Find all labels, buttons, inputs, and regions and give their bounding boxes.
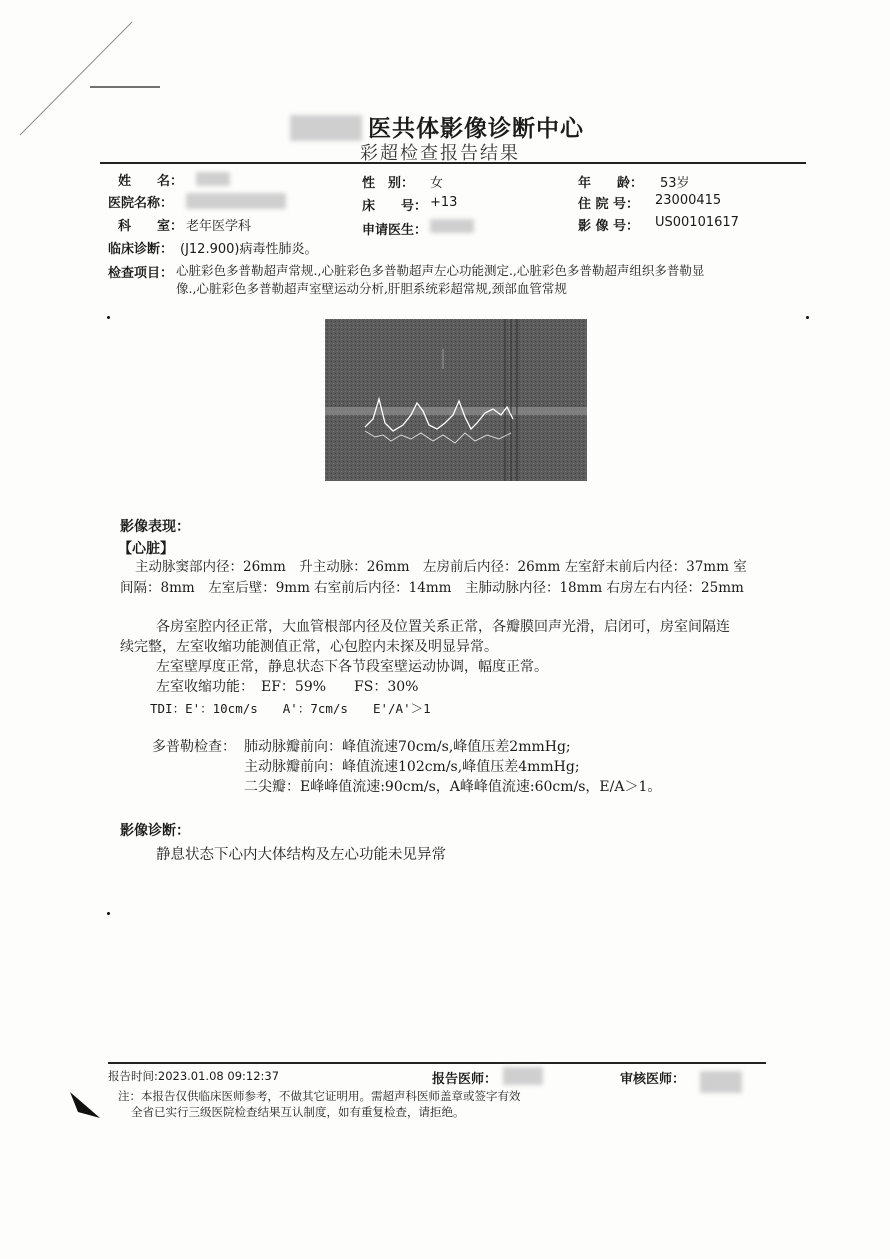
inpatient-label: 住 院 号： — [578, 197, 640, 212]
bed-label: 床 号： — [362, 199, 428, 214]
sex-label: 性 别： — [362, 176, 415, 191]
age-label: 年 龄： — [578, 176, 644, 191]
exam-line-1: 心脏彩色多普勒超声常规.,心脏彩色多普勒超声左心功能测定.,心脏彩色多普勒超声组织多普勒显 — [176, 263, 705, 278]
bed-value: +13 — [430, 195, 458, 210]
doppler-mitral: 二尖瓣：E峰峰值流速:90cm/s，A峰峰值流速:60cm/s，E/A＞1。 — [244, 779, 662, 795]
scan-corner-mark — [70, 1092, 100, 1118]
diagnosis-text: 静息状态下心内大体结构及左心功能未见异常 — [156, 847, 446, 863]
req-doctor-label: 申请医生： — [362, 223, 428, 238]
header-divider — [100, 162, 806, 164]
note-line-1: 注：本报告仅供临床医师参考，不做其它证明用。需超声科医师盖章或签字有效 — [118, 1089, 521, 1103]
redacted-report-doctor — [503, 1067, 543, 1085]
review-doctor-label: 审核医师： — [620, 1072, 686, 1087]
doppler-pulmonary: 肺动脉瓣前向：峰值流速70cm/s,峰值压差2mmHg; — [244, 739, 571, 755]
description-line-2: 续完整，左室收缩功能测值正常，心包腔内未探及明显异常。 — [120, 639, 498, 655]
exam-line-2: 像.,心脏彩色多普勒超声室壁运动分析,肝胆系统彩超常规,颈部血管常规 — [176, 281, 567, 296]
hospital-label: 医院名称： — [108, 196, 174, 211]
findings-title: 影像表现： — [120, 519, 190, 535]
page-subtitle: 彩超检查报告结果 — [360, 143, 520, 164]
scan-dot-right — [806, 316, 809, 319]
redacted-hospital — [186, 193, 286, 209]
diagnosis-title: 影像诊断： — [120, 823, 190, 839]
scan-dot-lower — [107, 912, 110, 915]
report-time — [108, 1068, 279, 1084]
sex-value: 女 — [430, 176, 444, 191]
measurements-line-1: 主动脉窦部内径：26mm 升主动脉：26mm 左房前后内径：26mm 左室舒末前后内径：37mm 室 — [135, 559, 747, 575]
exam-label: 检查项目： — [108, 266, 174, 281]
name-label: 姓 名： — [118, 174, 184, 189]
redacted-hospital-name — [290, 115, 362, 141]
doppler-label: 多普勒检查： — [152, 739, 236, 755]
redacted-review-doctor — [700, 1071, 742, 1093]
age-value: 53岁 — [660, 176, 690, 191]
scan-dot-left — [107, 316, 110, 319]
dept-label: 科 室： — [118, 219, 184, 234]
inpatient-value: 23000415 — [655, 193, 722, 208]
image-no-value: US00101617 — [655, 215, 739, 230]
redacted-req-doctor — [430, 219, 474, 233]
description-line-1: 各房室腔内径正常，大血管根部内径及位置关系正常，各瓣膜回声光滑，启闭可，房室间隔连 — [156, 619, 730, 635]
redacted-name — [196, 172, 230, 186]
report-doctor-label: 报告医师： — [432, 1072, 498, 1087]
page-title: 医共体影像诊断中心 — [290, 110, 584, 143]
lv-systolic-function: 左室收缩功能： EF：59% FS：30% — [156, 679, 419, 695]
image-no-label: 影 像 号： — [578, 219, 640, 234]
ultrasound-image — [325, 319, 587, 481]
scan-stroke-diagonal — [20, 22, 132, 135]
description-line-3: 左室壁厚度正常，静息状态下各节段室壁运动协调，幅度正常。 — [156, 659, 548, 675]
doppler-waveform — [325, 319, 587, 481]
diagnosis-value: (J12.900)病毒性肺炎。 — [180, 242, 318, 257]
report-time-label: 报告时间: — [108, 1069, 158, 1083]
doppler-aortic: 主动脉瓣前向：峰值流速102cm/s,峰值压差4mmHg; — [244, 759, 580, 775]
heart-section-tag: 【心脏】 — [118, 541, 174, 557]
measurements-line-2: 间隔：8mm 左室后壁：9mm 右室前后内径：14mm 主肺动脉内径：18mm 右房左右内径：25mm — [120, 580, 744, 596]
footer-divider — [108, 1062, 766, 1064]
tdi-values: TDI：E'：10cm/s A'：7cm/s E'/A'＞1 — [150, 701, 431, 716]
dept-value: 老年医学科 — [186, 219, 252, 234]
report-time-value: 2023.01.08 09:12:37 — [157, 1069, 280, 1083]
note-line-2: 全省已实行三级医院检查结果互认制度，如有重复检查，请拒绝。 — [131, 1105, 465, 1119]
diagnosis-label: 临床诊断： — [108, 242, 174, 257]
